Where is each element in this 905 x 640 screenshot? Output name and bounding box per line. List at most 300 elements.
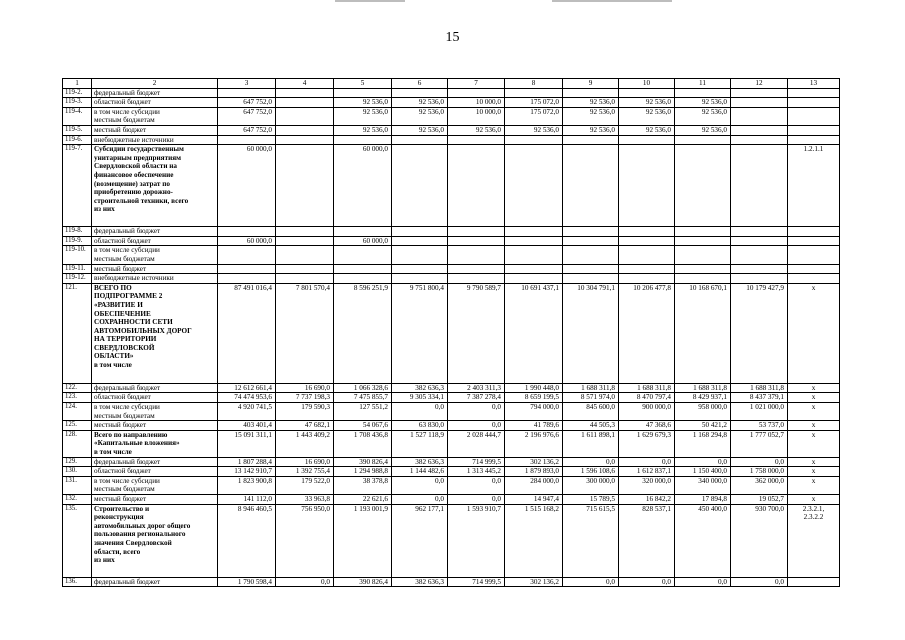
row-number: 131. [63,476,92,494]
table-row [63,457,840,467]
table-row [63,107,840,125]
amount-cell: 74 474 953,6 [218,393,276,403]
amount-cell [619,227,675,237]
amount-cell: 14 947,4 [505,495,563,505]
row-number: 123. [63,393,92,403]
amount-cell: 9 305 334,1 [392,393,448,403]
amount-cell [675,264,731,274]
amount-cell: 92 536,0 [675,98,731,108]
amount-cell: 962 177,1 [392,504,448,577]
row-reference [788,236,840,246]
amount-cell [448,88,505,98]
amount-cell [675,135,731,145]
amount-cell: 15 091 311,1 [218,430,276,457]
amount-cell [563,236,619,246]
amount-cell: 15 789,5 [563,495,619,505]
row-reference [788,577,840,587]
amount-cell: 92 536,0 [675,107,731,125]
row-label: федеральный бюджет [92,227,218,237]
table-row [63,274,840,284]
row-reference [788,135,840,145]
column-header-3: 3 [218,79,276,89]
amount-cell: 92 536,0 [392,107,448,125]
amount-cell: 141 112,0 [218,495,276,505]
row-number: 119-11. [63,264,92,274]
row-number: 135. [63,504,92,577]
amount-cell: 53 737,0 [731,421,788,431]
amount-cell: 1 193 001,9 [334,504,392,577]
amount-cell [619,145,675,227]
amount-cell: 179 522,0 [276,476,334,494]
amount-cell: 92 536,0 [619,107,675,125]
amount-cell: 0,0 [675,457,731,467]
amount-cell: 450 400,0 [675,504,731,577]
table-row [63,402,840,420]
amount-cell [563,135,619,145]
row-label: местный бюджет [92,495,218,505]
amount-cell [218,135,276,145]
amount-cell: 845 600,0 [563,402,619,420]
column-header-8: 8 [505,79,563,89]
amount-cell [334,274,392,284]
row-label: внебюджетные источники [92,135,218,145]
table-row [63,383,840,393]
amount-cell: 0,0 [392,402,448,420]
amount-cell [563,264,619,274]
amount-cell: 19 052,7 [731,495,788,505]
column-header-9: 9 [563,79,619,89]
amount-cell: 390 826,4 [334,457,392,467]
amount-cell [731,236,788,246]
amount-cell [619,246,675,264]
row-reference: x [788,393,840,403]
amount-cell [392,227,448,237]
amount-cell [505,88,563,98]
amount-cell: 175 072,0 [505,107,563,125]
amount-cell [619,274,675,284]
amount-cell: 0,0 [392,495,448,505]
amount-cell: 1 708 436,8 [334,430,392,457]
amount-cell: 10 000,0 [448,107,505,125]
amount-cell [619,135,675,145]
amount-cell [218,246,276,264]
column-header-13: 13 [788,79,840,89]
amount-cell [619,88,675,98]
row-reference: x [788,283,840,383]
amount-cell: 1 688 311,8 [619,383,675,393]
amount-cell: 647 752,0 [218,125,276,135]
amount-cell [392,246,448,264]
amount-cell: 10 691 437,1 [505,283,563,383]
amount-cell: 0,0 [619,577,675,587]
amount-cell [731,145,788,227]
amount-cell: 1 879 893,0 [505,467,563,477]
amount-cell: 715 615,5 [563,504,619,577]
row-label: областной бюджет [92,236,218,246]
row-label: в том числе субсидии местным бюджетам [92,476,218,494]
top-rule-left [335,0,405,2]
amount-cell: 60 000,0 [218,236,276,246]
amount-cell: 382 636,3 [392,577,448,587]
row-number: 119-7. [63,145,92,227]
row-label: Строительство и реконструкция автомобильных дорог общего пользования регионального значения Свердловской области, всего из них [92,504,218,577]
amount-cell: 714 999,5 [448,577,505,587]
row-label: федеральный бюджет [92,457,218,467]
amount-cell: 47 368,6 [619,421,675,431]
amount-cell [218,274,276,284]
amount-cell: 47 682,1 [276,421,334,431]
amount-cell: 13 142 910,7 [218,467,276,477]
budget-table [62,78,840,587]
amount-cell [505,236,563,246]
amount-cell [392,236,448,246]
row-reference: 2.3.2.1, 2.3.2.2 [788,504,840,577]
amount-cell: 8 429 937,1 [675,393,731,403]
amount-cell: 0,0 [448,421,505,431]
amount-cell [276,236,334,246]
row-number: 119-4. [63,107,92,125]
amount-cell: 1 777 052,7 [731,430,788,457]
top-rule-right [552,0,672,2]
amount-cell: 7 475 855,7 [334,393,392,403]
amount-cell: 8 437 379,1 [731,393,788,403]
amount-cell [448,236,505,246]
amount-cell [619,236,675,246]
amount-cell [505,264,563,274]
table-row [63,283,840,383]
amount-cell: 0,0 [392,476,448,494]
amount-cell: 1 066 328,6 [334,383,392,393]
amount-cell: 930 700,0 [731,504,788,577]
amount-cell [218,88,276,98]
amount-cell [448,135,505,145]
amount-cell [563,274,619,284]
amount-cell: 92 536,0 [619,125,675,135]
row-label: областной бюджет [92,98,218,108]
amount-cell [505,246,563,264]
amount-cell: 60 000,0 [334,236,392,246]
amount-cell: 16 690,0 [276,383,334,393]
amount-cell: 0,0 [731,457,788,467]
amount-cell: 10 000,0 [448,98,505,108]
amount-cell: 17 894,8 [675,495,731,505]
amount-cell [334,264,392,274]
row-number: 121. [63,283,92,383]
amount-cell: 92 536,0 [392,98,448,108]
amount-cell: 756 950,0 [276,504,334,577]
column-header-6: 6 [392,79,448,89]
amount-cell: 92 536,0 [563,125,619,135]
amount-cell [731,98,788,108]
amount-cell: 22 621,6 [334,495,392,505]
amount-cell: 382 636,3 [392,457,448,467]
amount-cell [448,264,505,274]
row-reference [788,125,840,135]
amount-cell: 38 378,8 [334,476,392,494]
table-row [63,577,840,587]
amount-cell [276,274,334,284]
amount-cell: 60 000,0 [334,145,392,227]
amount-cell: 1 593 910,7 [448,504,505,577]
amount-cell: 0,0 [619,457,675,467]
amount-cell [505,145,563,227]
amount-cell: 33 963,8 [276,495,334,505]
page-number: 15 [445,30,460,45]
amount-cell: 0,0 [276,577,334,587]
amount-cell [675,274,731,284]
table-row [63,495,840,505]
amount-cell: 54 067,6 [334,421,392,431]
amount-cell: 10 179 427,9 [731,283,788,383]
amount-cell: 1 392 755,4 [276,467,334,477]
amount-cell: 1 688 311,8 [563,383,619,393]
amount-cell: 175 072,0 [505,98,563,108]
row-label: местный бюджет [92,125,218,135]
row-label: федеральный бюджет [92,383,218,393]
amount-cell [276,264,334,274]
amount-cell: 16 690,0 [276,457,334,467]
amount-cell: 1 515 168,2 [505,504,563,577]
amount-cell: 1 144 482,6 [392,467,448,477]
amount-cell: 302 136,2 [505,577,563,587]
row-number: 129. [63,457,92,467]
row-reference [788,274,840,284]
table-row [63,421,840,431]
amount-cell [392,264,448,274]
row-reference [788,88,840,98]
row-reference [788,264,840,274]
amount-cell [392,274,448,284]
amount-cell: 1 758 000,0 [731,467,788,477]
row-reference [788,107,840,125]
amount-cell: 1 790 598,4 [218,577,276,587]
amount-cell [505,227,563,237]
amount-cell: 1 688 311,8 [675,383,731,393]
table-row [63,236,840,246]
amount-cell [675,227,731,237]
amount-cell [448,274,505,284]
row-reference: x [788,430,840,457]
amount-cell [675,88,731,98]
amount-cell: 1 596 108,6 [563,467,619,477]
amount-cell [731,135,788,145]
amount-cell: 362 000,0 [731,476,788,494]
amount-cell: 10 168 670,1 [675,283,731,383]
amount-cell [675,246,731,264]
row-number: 132. [63,495,92,505]
amount-cell [563,145,619,227]
amount-cell [218,264,276,274]
amount-cell [731,88,788,98]
amount-cell: 8 470 797,4 [619,393,675,403]
row-number: 119-3. [63,98,92,108]
amount-cell: 1 168 294,8 [675,430,731,457]
row-reference: x [788,402,840,420]
amount-cell [276,98,334,108]
amount-cell: 7 387 278,4 [448,393,505,403]
table-row [63,98,840,108]
table-row [63,125,840,135]
amount-cell: 0,0 [731,577,788,587]
amount-cell: 44 505,3 [563,421,619,431]
amount-cell: 2 028 444,7 [448,430,505,457]
amount-cell: 382 636,3 [392,383,448,393]
amount-cell: 300 000,0 [563,476,619,494]
row-number: 119-2. [63,88,92,98]
amount-cell [392,145,448,227]
row-reference [788,98,840,108]
row-number: 136. [63,577,92,587]
table-row [63,88,840,98]
amount-cell: 92 536,0 [675,125,731,135]
amount-cell: 8 571 974,0 [563,393,619,403]
row-label: ВСЕГО ПО ПОДПРОГРАММЕ 2 «РАЗВИТИЕ И ОБЕСПЕЧЕНИЕ СОХРАННОСТИ СЕТИ АВТОМОБИЛЬНЫХ ДОРОГ НА ТЕРРИТОРИИ СВЕРДЛОВСКОЙ ОБЛАСТИ» в том числе [92,283,218,383]
table-row [63,227,840,237]
row-number: 124. [63,402,92,420]
amount-cell [276,145,334,227]
row-number: 119-6. [63,135,92,145]
table-row [63,145,840,227]
table-row [63,504,840,577]
amount-cell: 92 536,0 [334,125,392,135]
row-reference: x [788,495,840,505]
amount-cell [731,246,788,264]
amount-cell: 8 659 199,5 [505,393,563,403]
table-row [63,430,840,457]
amount-cell: 647 752,0 [218,98,276,108]
amount-cell [448,145,505,227]
amount-cell: 1 823 900,8 [218,476,276,494]
amount-cell: 87 491 016,4 [218,283,276,383]
amount-cell: 1 612 837,1 [619,467,675,477]
amount-cell: 4 920 741,5 [218,402,276,420]
amount-cell: 403 401,4 [218,421,276,431]
row-reference: x [788,467,840,477]
row-label: областной бюджет [92,393,218,403]
amount-cell [276,246,334,264]
amount-cell: 8 596 251,9 [334,283,392,383]
row-reference [788,246,840,264]
row-number: 119-9. [63,236,92,246]
amount-cell [448,227,505,237]
amount-cell: 10 206 477,8 [619,283,675,383]
amount-cell: 92 536,0 [448,125,505,135]
row-number: 119-5. [63,125,92,135]
amount-cell: 0,0 [563,457,619,467]
row-label: внебюджетные источники [92,274,218,284]
amount-cell: 828 537,1 [619,504,675,577]
amount-cell: 7 801 570,4 [276,283,334,383]
amount-cell: 900 000,0 [619,402,675,420]
amount-cell [334,135,392,145]
amount-cell: 2 403 311,3 [448,383,505,393]
amount-cell: 340 000,0 [675,476,731,494]
amount-cell: 7 737 198,3 [276,393,334,403]
row-number: 119-8. [63,227,92,237]
amount-cell [505,274,563,284]
amount-cell: 302 136,2 [505,457,563,467]
row-reference: x [788,383,840,393]
table-row [63,476,840,494]
row-label: в том числе субсидии местным бюджетам [92,402,218,420]
row-label: местный бюджет [92,264,218,274]
amount-cell: 0,0 [448,476,505,494]
amount-cell: 1 807 288,4 [218,457,276,467]
row-label: в том числе субсидии местным бюджетам [92,246,218,264]
amount-cell [392,88,448,98]
row-reference: 1.2.1.1 [788,145,840,227]
amount-cell: 63 830,0 [392,421,448,431]
amount-cell: 0,0 [563,577,619,587]
row-number: 130. [63,467,92,477]
amount-cell: 647 752,0 [218,107,276,125]
row-label: Субсидии государственным унитарным предприятиям Свердловской области на финансовое обеспечение (возмещение) затрат по приобретению дорожно- строительной техники, всего из них [92,145,218,227]
amount-cell: 92 536,0 [619,98,675,108]
amount-cell: 794 000,0 [505,402,563,420]
table-row [63,467,840,477]
amount-cell: 50 421,2 [675,421,731,431]
amount-cell [675,145,731,227]
row-reference: x [788,421,840,431]
row-reference: x [788,476,840,494]
amount-cell [675,236,731,246]
amount-cell: 92 536,0 [334,107,392,125]
amount-cell: 0,0 [675,577,731,587]
amount-cell [505,135,563,145]
amount-cell: 714 999,5 [448,457,505,467]
amount-cell: 1 443 409,2 [276,430,334,457]
amount-cell [563,88,619,98]
amount-cell: 127 551,2 [334,402,392,420]
amount-cell [731,227,788,237]
amount-cell: 1 294 988,8 [334,467,392,477]
row-number: 128. [63,430,92,457]
row-reference: x [788,457,840,467]
amount-cell: 1 527 118,9 [392,430,448,457]
amount-cell: 9 790 589,7 [448,283,505,383]
header-row [63,79,840,89]
row-label: Всего по направлению «Капитальные вложения» в том числе [92,430,218,457]
amount-cell: 2 196 976,6 [505,430,563,457]
amount-cell: 60 000,0 [218,145,276,227]
row-reference [788,227,840,237]
amount-cell: 92 536,0 [505,125,563,135]
amount-cell [731,125,788,135]
amount-cell [276,135,334,145]
amount-cell: 1 990 448,0 [505,383,563,393]
amount-cell: 0,0 [448,495,505,505]
amount-cell: 284 000,0 [505,476,563,494]
amount-cell: 92 536,0 [563,98,619,108]
amount-cell [563,227,619,237]
row-number: 119-12. [63,274,92,284]
table-row [63,393,840,403]
amount-cell [619,264,675,274]
amount-cell: 1 611 898,1 [563,430,619,457]
amount-cell [731,274,788,284]
amount-cell: 92 536,0 [392,125,448,135]
row-number: 122. [63,383,92,393]
amount-cell: 92 536,0 [563,107,619,125]
amount-cell [276,227,334,237]
amount-cell: 1 021 000,0 [731,402,788,420]
table-row [63,246,840,264]
table-row [63,264,840,274]
amount-cell: 958 000,0 [675,402,731,420]
amount-cell: 9 751 800,4 [392,283,448,383]
amount-cell [276,88,334,98]
row-label: федеральный бюджет [92,88,218,98]
